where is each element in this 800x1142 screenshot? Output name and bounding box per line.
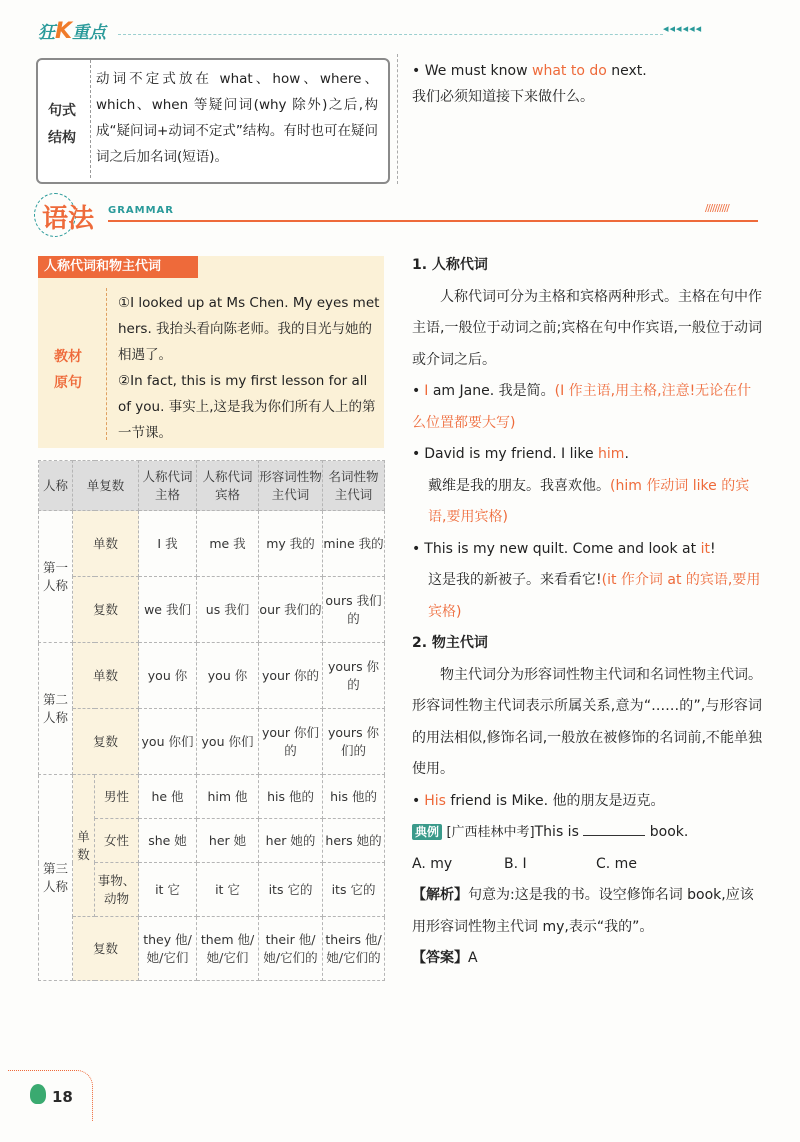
question-tag: 典例 bbox=[412, 824, 442, 840]
answer-blank bbox=[583, 821, 645, 836]
gender-thing: 事物、动物 bbox=[95, 863, 139, 917]
cell: it 它 bbox=[139, 863, 197, 917]
cell: them 他/她/它们 bbox=[197, 917, 259, 981]
number-plural: 复数 bbox=[73, 577, 139, 643]
cell: our 我们的 bbox=[259, 577, 323, 643]
example-2-highlight: him bbox=[598, 446, 625, 462]
number-plural: 复数 bbox=[73, 917, 139, 981]
gender-female: 女性 bbox=[95, 819, 139, 863]
th-number: 单复数 bbox=[73, 461, 139, 511]
cell: yours 你们的 bbox=[323, 709, 385, 775]
th-subject: 人称代词主格 bbox=[139, 461, 197, 511]
th-object: 人称代词宾格 bbox=[197, 461, 259, 511]
question-post: book. bbox=[645, 824, 689, 840]
brand-logo bbox=[38, 18, 106, 44]
cell: you 你 bbox=[139, 643, 197, 709]
structure-text: 动词不定式放在 what、how、where、which、when 等疑问词(why 除外)之后,构成“疑问词+动词不定式”结构。有时也可在疑问词之后加名词(短语)。 bbox=[96, 71, 378, 165]
example-3-pre: This is my new quilt. Come and look at bbox=[424, 540, 701, 557]
table-header-row bbox=[39, 461, 385, 511]
cell: its 它的 bbox=[259, 863, 323, 917]
top-example: • We must know what to do next. 我们必须知道接下来做什么。 bbox=[412, 58, 782, 110]
grammar-subtitle: GRAMMAR bbox=[108, 205, 174, 216]
cell: their 他/她/它们的 bbox=[259, 917, 323, 981]
cell: it 它 bbox=[197, 863, 259, 917]
gender-male: 男性 bbox=[95, 775, 139, 819]
cell: mine 我的 bbox=[323, 511, 385, 577]
top-example-pre: We must know bbox=[424, 63, 532, 79]
original-text bbox=[118, 290, 380, 446]
example-4 bbox=[412, 786, 762, 818]
section-paragraph-1: 人称代词可分为主格和宾格两种形式。主格在句中作主语,一般位于动词之前;宾格在句中作宾语,一般位于动词或介词之后。 bbox=[412, 288, 762, 368]
cell: its 它的 bbox=[323, 863, 385, 917]
cell: she 她 bbox=[139, 819, 197, 863]
cell: her 她 bbox=[197, 819, 259, 863]
balloon-icon bbox=[30, 1084, 46, 1104]
cell: his 他的 bbox=[259, 775, 323, 819]
cell: hers 她的 bbox=[323, 819, 385, 863]
section-heading-2: 2. 物主代词 bbox=[412, 635, 488, 651]
table-row bbox=[39, 775, 385, 819]
original-label: 教材原句 bbox=[54, 349, 82, 391]
table-row bbox=[39, 511, 385, 577]
topic-tag: 人称代词和物主代词 bbox=[38, 256, 198, 278]
example-2-pre: David is my friend. I like bbox=[424, 446, 599, 462]
table-row bbox=[39, 577, 385, 643]
analysis bbox=[412, 880, 762, 943]
page-number: 18 bbox=[52, 1088, 73, 1106]
cell: me 我 bbox=[197, 511, 259, 577]
person-third: 第三人称 bbox=[39, 775, 73, 981]
example-4-text: friend is Mike. 他的朋友是迈克。 bbox=[445, 792, 665, 809]
option-c: C. me bbox=[596, 855, 637, 872]
number-singular: 单数 bbox=[73, 511, 139, 577]
number-singular: 单数 bbox=[73, 643, 139, 709]
answer-text: A bbox=[468, 950, 478, 966]
pronoun-table bbox=[38, 460, 385, 981]
question bbox=[412, 817, 762, 849]
example-4-highlight: His bbox=[424, 792, 446, 809]
example-2-tr: 戴维是我的朋友。我喜欢他。 bbox=[428, 477, 610, 494]
table-row bbox=[39, 643, 385, 709]
cell: us 我们 bbox=[197, 577, 259, 643]
top-example-highlight: what to do bbox=[532, 63, 607, 79]
cell: theirs 他/她/它们的 bbox=[323, 917, 385, 981]
person-first: 第一人称 bbox=[39, 511, 73, 643]
original-divider bbox=[106, 288, 107, 440]
example-2-translation bbox=[412, 471, 762, 534]
question-pre: This is bbox=[534, 824, 584, 840]
cell: ours 我们的 bbox=[323, 577, 385, 643]
grammar-rule bbox=[108, 220, 758, 222]
cell: they 他/她/它们 bbox=[139, 917, 197, 981]
th-noun-possessive: 名词性物主代词 bbox=[323, 461, 385, 511]
example-2-note: (him 作动词 like 的宾语,要用宾格) bbox=[428, 477, 750, 525]
analysis-label: 【解析】 bbox=[412, 887, 468, 903]
number-singular-third: 单数 bbox=[73, 775, 95, 917]
logo-suffix: 重点 bbox=[72, 23, 107, 43]
cell: you 你们 bbox=[197, 709, 259, 775]
cell: my 我的 bbox=[259, 511, 323, 577]
example-1 bbox=[412, 376, 762, 439]
section-paragraph-2: 物主代词分为形容词性物主代词和名词性物主代词。形容词性物主代词表示所属关系,意为“……的”,与形容词的用法相似,修饰名词,一般放在被修饰的名词前,不能单独使用。 bbox=[412, 666, 762, 777]
logo-prefix: 狂 bbox=[38, 23, 55, 43]
section-heading-1: 1. 人称代词 bbox=[412, 257, 488, 273]
number-plural: 复数 bbox=[73, 709, 139, 775]
column-divider bbox=[397, 54, 398, 184]
example-3-note: (it 作介词 at 的宾语,要用宾格) bbox=[428, 572, 761, 620]
example-3-translation bbox=[412, 565, 762, 628]
cell: her 她的 bbox=[259, 819, 323, 863]
right-column bbox=[412, 250, 762, 975]
top-example-translation: 我们必须知道接下来做什么。 bbox=[412, 89, 594, 105]
structure-divider bbox=[90, 60, 91, 178]
logo-k: K bbox=[55, 19, 73, 44]
cell: his 他的 bbox=[323, 775, 385, 819]
example-2 bbox=[412, 439, 762, 471]
example-1-text: am Jane. 我是简。 bbox=[428, 383, 555, 399]
cell: your 你们的 bbox=[259, 709, 323, 775]
question-source: [广西桂林中考] bbox=[446, 825, 535, 840]
th-adj-possessive: 形容词性物主代词 bbox=[259, 461, 323, 511]
original-line-1: ①I looked up at Ms Chen. My eyes met hers. 我抬头看向陈老师。我的目光与她的相遇了。 bbox=[118, 295, 380, 363]
cell: your 你的 bbox=[259, 643, 323, 709]
answer bbox=[412, 943, 762, 975]
answer-label: 【答案】 bbox=[412, 950, 468, 966]
example-1-highlight: I bbox=[424, 383, 429, 399]
grammar-slashes: ////////// bbox=[705, 203, 729, 214]
option-a: A. my bbox=[412, 855, 453, 872]
header-arrows: ◂◂◂◂◂◂ bbox=[663, 22, 703, 35]
cell: him 他 bbox=[197, 775, 259, 819]
footer-dotted-frame bbox=[8, 1070, 93, 1121]
th-person: 人称 bbox=[39, 461, 73, 511]
top-example-post: next. bbox=[606, 63, 647, 79]
cell: you 你们 bbox=[139, 709, 197, 775]
example-2-post: . bbox=[624, 446, 629, 462]
original-line-2: ②In fact, this is my first lesson for all of you. 事实上,这是我为你们所有人上的第一节课。 bbox=[118, 373, 376, 441]
table-row bbox=[39, 917, 385, 981]
cell: yours 你的 bbox=[323, 643, 385, 709]
structure-label: 句式结构 bbox=[48, 103, 76, 146]
cell: he 他 bbox=[139, 775, 197, 819]
example-3-highlight: it bbox=[700, 540, 710, 557]
option-b: B. I bbox=[504, 855, 527, 872]
cell: you 你 bbox=[197, 643, 259, 709]
example-3-post: ! bbox=[709, 540, 716, 557]
person-second: 第二人称 bbox=[39, 643, 73, 775]
analysis-text: 句意为:这是我的书。设空修饰名词 book,应该用形容词性物主代词 my,表示“我的”。 bbox=[412, 887, 754, 935]
question-options bbox=[412, 849, 762, 881]
example-1-note: (I 作主语,用主格,注意!无论在什么位置都要大写) bbox=[412, 383, 752, 431]
grammar-title: 语法 bbox=[42, 204, 95, 234]
example-3-tr: 这是我的新被子。来看看它! bbox=[428, 572, 602, 588]
table-row bbox=[39, 709, 385, 775]
cell: I 我 bbox=[139, 511, 197, 577]
header-divider bbox=[118, 34, 663, 35]
example-3 bbox=[412, 534, 762, 566]
cell: we 我们 bbox=[139, 577, 197, 643]
